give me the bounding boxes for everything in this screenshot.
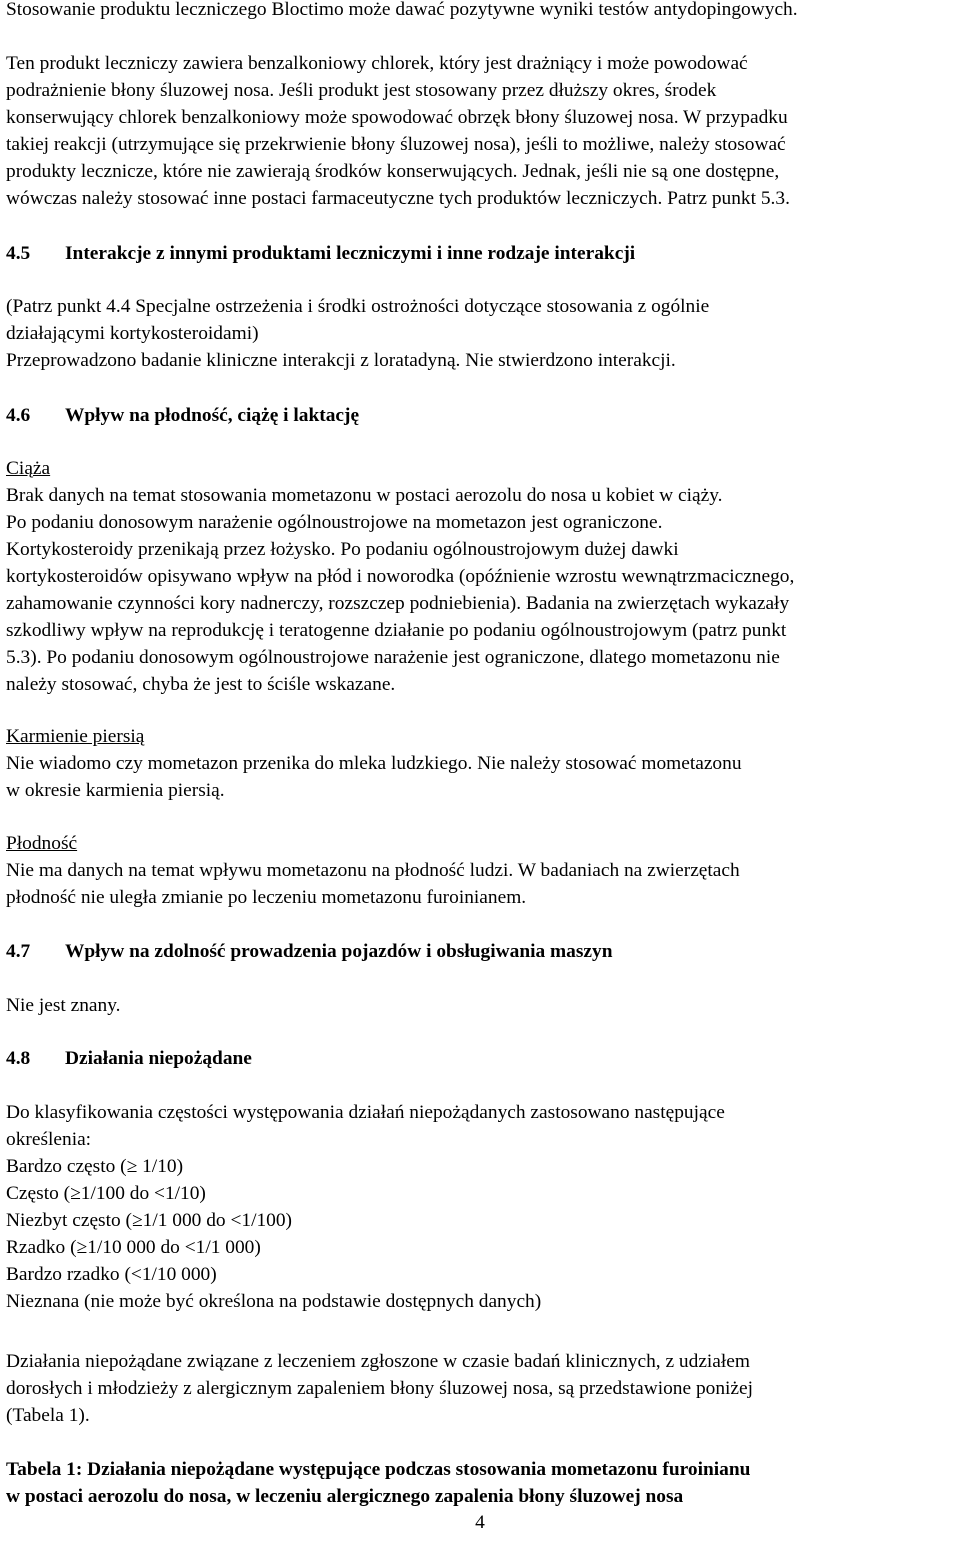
frequency-intro bbox=[6, 1099, 725, 1153]
benzalkonium-paragraph bbox=[6, 50, 790, 212]
paragraph-line: Kortykosteroidy przenikają przez łożysko. Po podaniu ogólnoustrojowym dużej dawki bbox=[6, 539, 679, 560]
section-number: 4.6 bbox=[6, 405, 31, 426]
paragraph-line: dorosłych i młodzieży z alergicznym zapaleniem błony śluzowej nosa, są przedstawione poniżej bbox=[6, 1378, 754, 1399]
section-4-7-body: Nie jest znany. bbox=[6, 995, 121, 1016]
frequency-range: 1/10 000 do <1/1 000) bbox=[87, 1237, 261, 1258]
doping-warning-text: Stosowanie produktu leczniczego Bloctimo może dawać pozytywne wyniki testów antydopingowych. bbox=[6, 0, 798, 20]
section-4-6-heading bbox=[6, 402, 359, 429]
paragraph-line: zahamowanie czynności kory nadnerczy, rozszczep podniebienia). Badania na zwierzętach wykazały bbox=[6, 593, 790, 614]
frequency-label: Niezbyt często ( bbox=[6, 1210, 132, 1231]
section-4-8-heading bbox=[6, 1045, 252, 1072]
fertility-subheading: Płodność bbox=[6, 833, 78, 854]
fertility-body bbox=[6, 857, 740, 911]
paragraph-line: Ten produkt leczniczy zawiera benzalkoniowy chlorek, który jest drażniący i może powodować bbox=[6, 53, 748, 74]
section-4-7-heading bbox=[6, 938, 613, 965]
greater-equal-symbol: ≥ bbox=[70, 1183, 81, 1204]
caption-line: w postaci aerozolu do nosa, w leczeniu alergicznego zapalenia błony śluzowej nosa bbox=[6, 1486, 684, 1507]
table-caption bbox=[6, 1456, 750, 1510]
frequency-very-rare: Bardzo rzadko (<1/10 000) bbox=[6, 1264, 217, 1285]
frequency-uncommon bbox=[6, 1207, 541, 1234]
paragraph-line: (Tabela 1). bbox=[6, 1405, 90, 1426]
paragraph-line: Nie ma danych na temat wpływu mometazonu na płodność ludzi. W badaniach na zwierzętach bbox=[6, 860, 740, 881]
paragraph-line: wówczas należy stosować inne postaci farmaceutyczne tych produktów leczniczych. Patrz punkt 5.3. bbox=[6, 188, 790, 209]
breastfeeding-subheading: Karmienie piersią bbox=[6, 726, 145, 747]
paragraph-line: określenia: bbox=[6, 1129, 92, 1150]
section-4-5-heading bbox=[6, 240, 635, 267]
paragraph-line: podrażnienie błony śluzowej nosa. Jeśli produkt jest stosowany przez dłuższy okres, środek bbox=[6, 80, 717, 101]
paragraph-line: takiej reakcji (utrzymujące się przekrwienie błony śluzowej nosa), jeśli to możliwe, należy stosować bbox=[6, 134, 786, 155]
frequency-range: 1/10) bbox=[137, 1156, 184, 1177]
frequency-very-common bbox=[6, 1153, 541, 1180]
section-title: Wpływ na zdolność prowadzenia pojazdów i obsługiwania maszyn bbox=[65, 941, 613, 962]
paragraph-line: (Patrz punkt 4.4 Specjalne ostrzeżenia i środki ostrożności dotyczące stosowania z ogólnie bbox=[6, 296, 710, 317]
greater-equal-symbol: ≥ bbox=[126, 1156, 138, 1177]
frequency-range: 1/1 000 do <1/100) bbox=[142, 1210, 292, 1231]
frequency-rare bbox=[6, 1234, 541, 1261]
frequency-unknown: Nieznana (nie może być określona na podstawie dostępnych danych) bbox=[6, 1291, 542, 1312]
section-number: 4.7 bbox=[6, 941, 31, 962]
section-4-5-body bbox=[6, 293, 709, 374]
paragraph-line: działającymi kortykosteroidami) bbox=[6, 323, 259, 344]
pregnancy-subheading: Ciąża bbox=[6, 458, 51, 479]
paragraph-line: produkty lecznicze, które nie zawierają środków konserwujących. Jednak, jeśli nie są one dostępne, bbox=[6, 161, 780, 182]
section-number: 4.5 bbox=[6, 243, 31, 264]
frequency-list bbox=[6, 1153, 541, 1315]
paragraph-line: konserwujący chlorek benzalkoniowy może spowodować obrzęk błony śluzowej nosa. W przypadku bbox=[6, 107, 788, 128]
frequency-common bbox=[6, 1180, 541, 1207]
caption-line: Tabela 1: Działania niepożądane występujące podczas stosowania mometazonu furoinianu bbox=[6, 1459, 751, 1480]
frequency-label: Często ( bbox=[6, 1183, 71, 1204]
frequency-range: 1/100 do <1/10) bbox=[80, 1183, 206, 1204]
section-title: Interakcje z innymi produktami leczniczymi i inne rodzaje interakcji bbox=[65, 243, 636, 264]
paragraph-line: 5.3). Po podaniu donosowym ogólnoustrojowe narażenie jest ograniczone, dlatego mometazonu nie bbox=[6, 647, 780, 668]
frequency-label: Bardzo często ( bbox=[6, 1156, 127, 1177]
paragraph-line: Przeprowadzono badanie kliniczne interakcji z loratadyną. Nie stwierdzono interakcji. bbox=[6, 350, 676, 371]
paragraph-line: kortykosteroidów opisywano wpływ na płód i noworodka (opóźnienie wzrostu wewnątrzmacicznego, bbox=[6, 566, 795, 587]
paragraph-line: Do klasyfikowania częstości występowania działań niepożądanych zastosowano następujące bbox=[6, 1102, 725, 1123]
paragraph-line: Nie wiadomo czy mometazon przenika do mleka ludzkiego. Nie należy stosować mometazonu bbox=[6, 753, 742, 774]
greater-equal-symbol: ≥ bbox=[76, 1237, 88, 1258]
paragraph-line: szkodliwy wpływ na reprodukcję i teratogenne działanie po podaniu ogólnoustrojowym (patrz punkt bbox=[6, 620, 787, 641]
section-number: 4.8 bbox=[6, 1048, 31, 1069]
breastfeeding-body bbox=[6, 750, 742, 804]
greater-equal-symbol: ≥ bbox=[131, 1210, 143, 1231]
paragraph-line: należy stosować, chyba że jest to ściśle wskazane. bbox=[6, 674, 396, 695]
section-title: Wpływ na płodność, ciążę i laktację bbox=[65, 405, 360, 426]
paragraph-line: w okresie karmienia piersią. bbox=[6, 780, 225, 801]
pregnancy-body bbox=[6, 482, 794, 698]
section-title: Działania niepożądane bbox=[65, 1048, 252, 1069]
adverse-summary bbox=[6, 1348, 753, 1429]
paragraph-line: Działania niepożądane związane z leczeniem zgłoszone w czasie badań klinicznych, z udziałem bbox=[6, 1351, 750, 1372]
paragraph-line: Brak danych na temat stosowania mometazonu w postaci aerozolu do nosa u kobiet w ciąży. bbox=[6, 485, 723, 506]
paragraph-line: Po podaniu donosowym narażenie ogólnoustrojowe na mometazon jest ograniczone. bbox=[6, 512, 663, 533]
frequency-label: Rzadko ( bbox=[6, 1237, 77, 1258]
paragraph-line: płodność nie uległa zmianie po leczeniu mometazonu furoinianem. bbox=[6, 887, 527, 908]
page-number: 4 bbox=[475, 1512, 485, 1533]
